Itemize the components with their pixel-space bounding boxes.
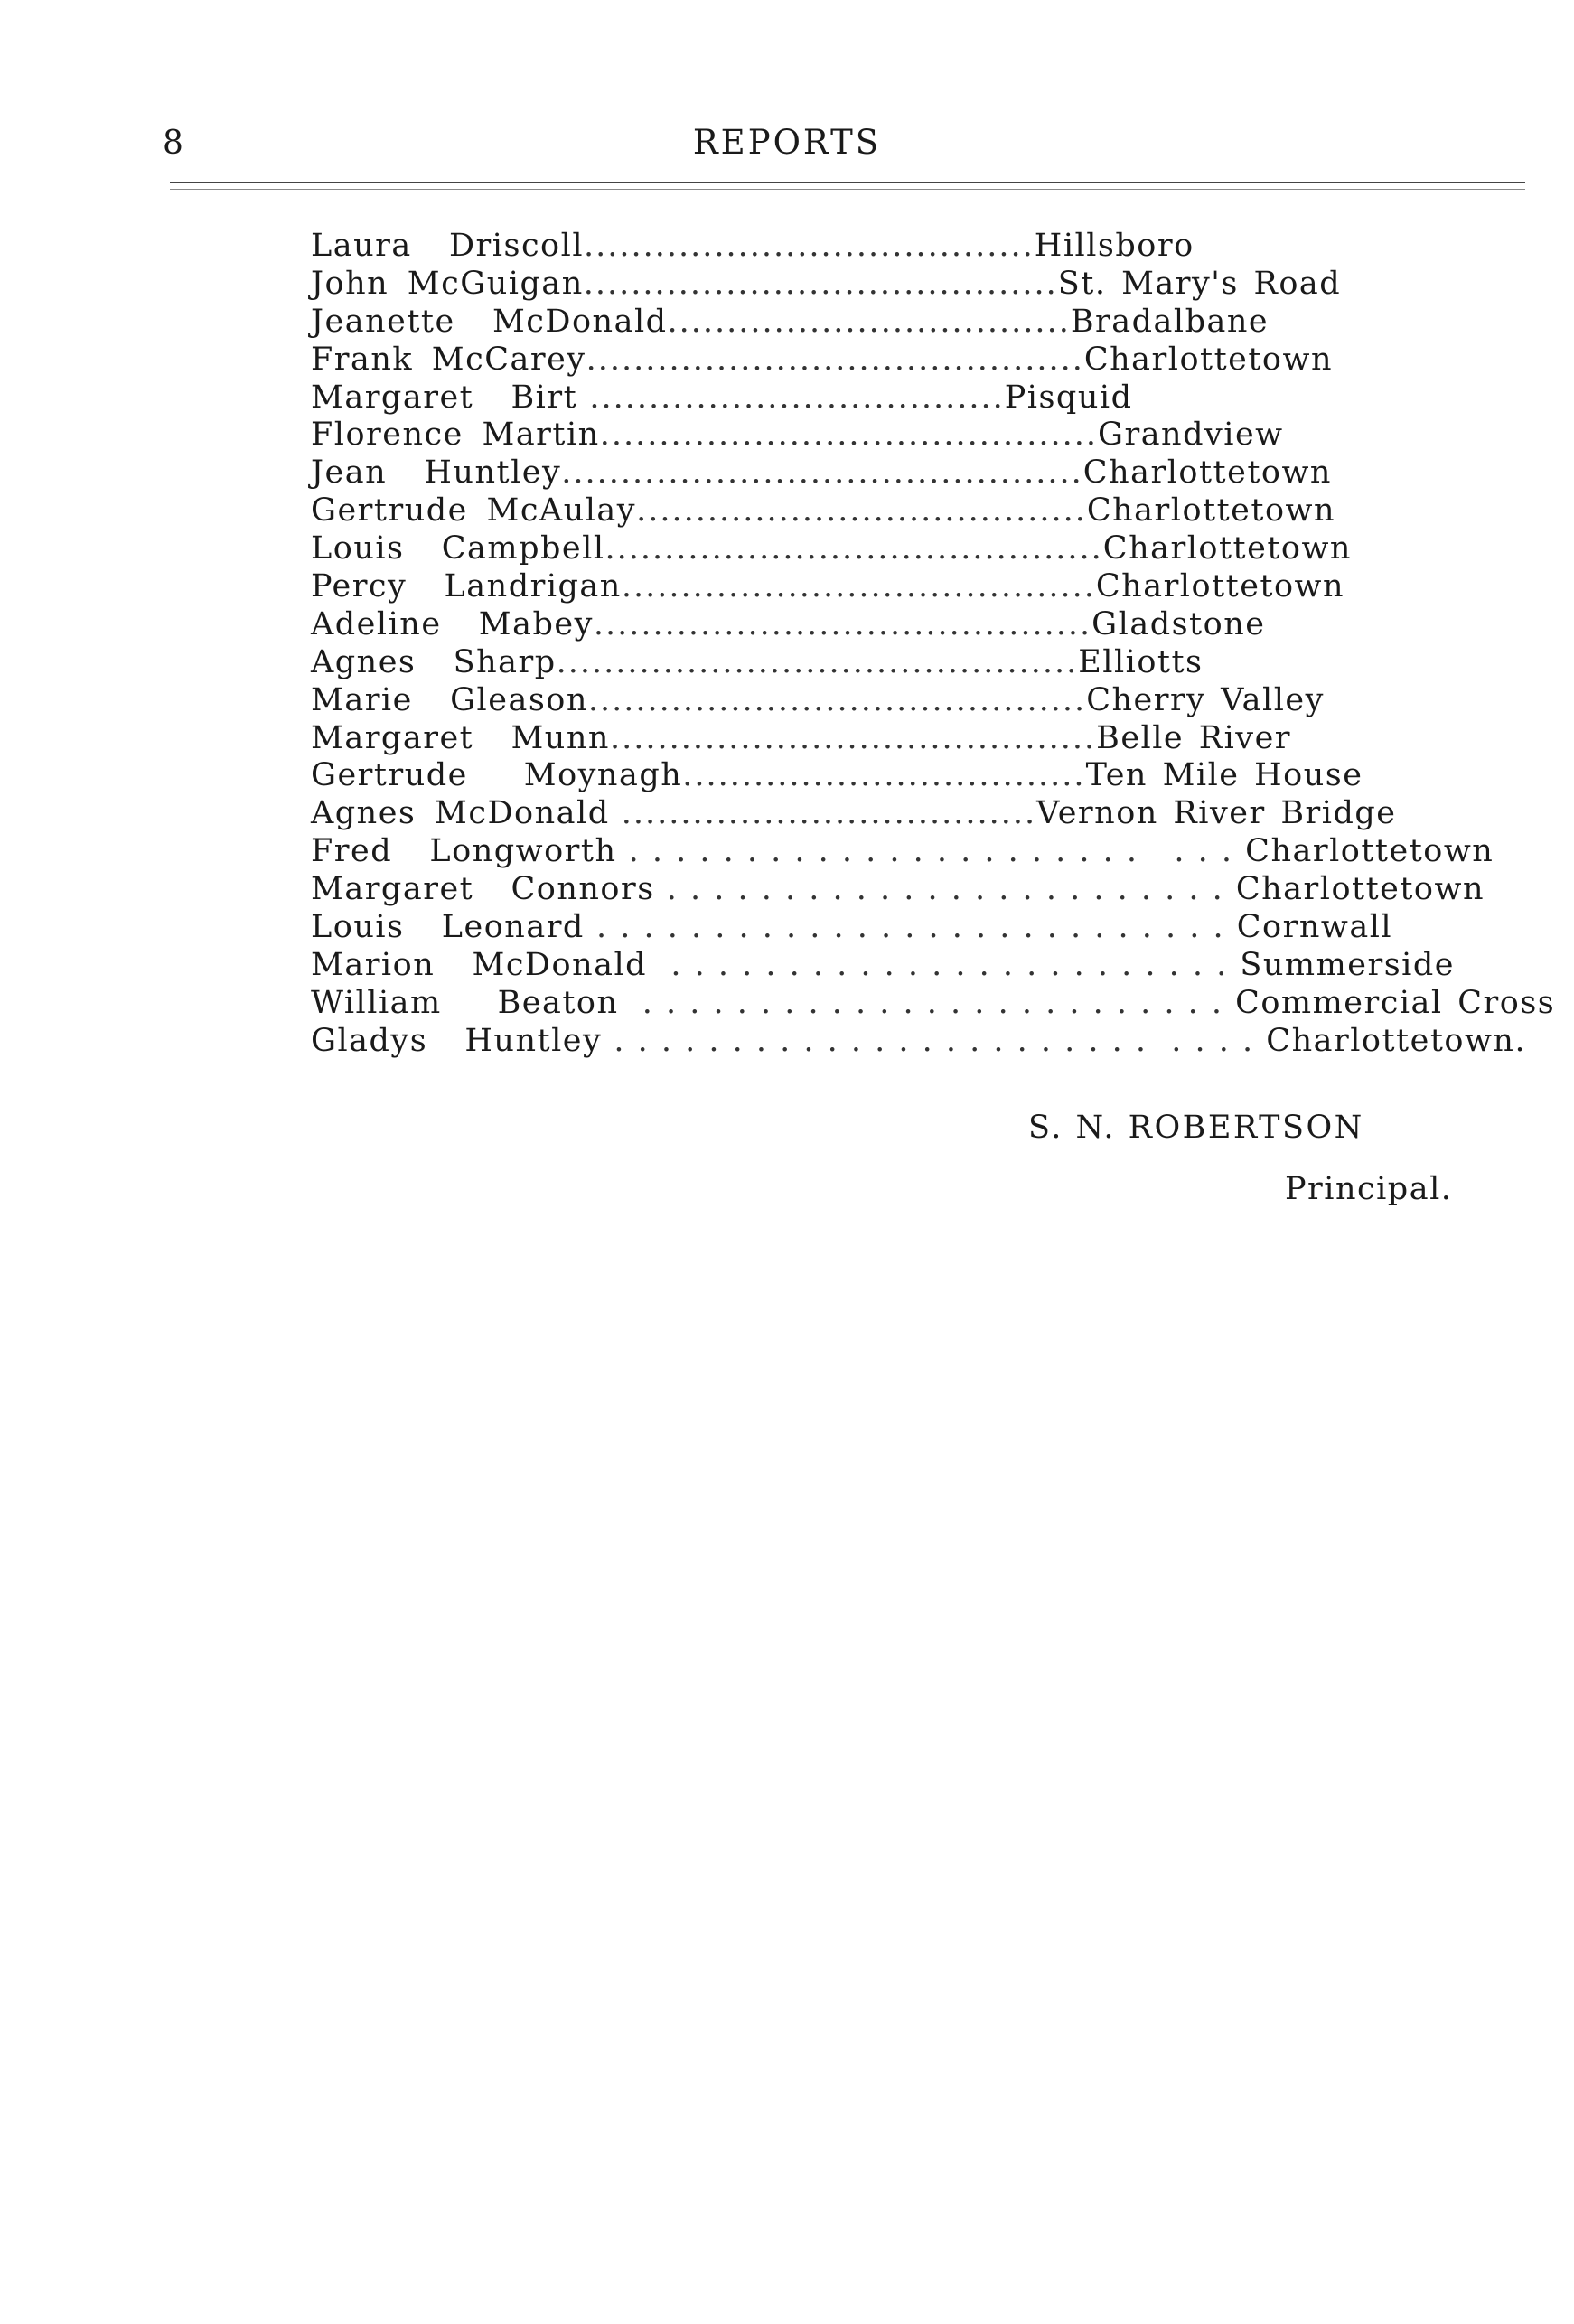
roster-row — [311, 795, 1440, 833]
student-name: Agnes Sharp — [311, 643, 557, 680]
roster-row — [311, 871, 1485, 909]
student-hometown: Ten Mile House — [1085, 757, 1363, 794]
dot-leader: .......................................... — [593, 605, 1092, 642]
header-rule-thin — [170, 189, 1525, 190]
dot-leader: ........................................ — [621, 568, 1096, 605]
student-hometown: Hillsboro — [1034, 228, 1195, 264]
student-hometown: Gladstone — [1091, 605, 1266, 642]
student-hometown: Charlottetown — [1083, 341, 1334, 378]
student-hometown: Charlottetown. — [1266, 1022, 1527, 1059]
dot-leader: .................................. — [682, 757, 1086, 794]
roster-row — [311, 682, 1440, 720]
roster-row — [311, 1022, 1527, 1061]
student-hometown: Commercial Cross — [1235, 984, 1556, 1021]
roster-row — [311, 833, 1494, 871]
student-name: Marion McDonald — [311, 946, 648, 983]
roster-row — [311, 946, 1455, 985]
student-hometown: Charlottetown — [1102, 530, 1352, 567]
student-name: Gertrude Moynagh — [311, 757, 683, 794]
student-name: Louis Campbell — [311, 530, 605, 567]
student-hometown: Cherry Valley — [1086, 681, 1325, 718]
roster-row — [311, 757, 1440, 795]
dot-leader: ................................... — [577, 379, 1005, 416]
dot-leader: . . . . . . . . . . . . . . . . . . . . . . . . . . . — [584, 909, 1237, 946]
student-name: Fred Longworth — [311, 833, 617, 870]
roster-row — [311, 304, 1440, 342]
page-number: 8 — [163, 125, 184, 162]
student-name: Percy Landrigan — [311, 568, 622, 605]
dot-leader: . . . . . . . . . . . . . . . . . . . . . . . . . . . — [602, 1022, 1267, 1059]
student-hometown: St. Mary's Road — [1057, 265, 1342, 302]
roster-row — [311, 380, 1440, 417]
student-hometown: Summerside — [1240, 946, 1455, 983]
roster-row — [311, 644, 1440, 682]
signatory-title: Principal. — [1285, 1171, 1453, 1207]
signatory-name: S. N. ROBERTSON — [1028, 1110, 1364, 1146]
student-hometown: Elliotts — [1078, 643, 1204, 680]
student-name: Laura Driscoll — [311, 228, 585, 264]
dot-leader: ............................................ — [556, 643, 1079, 680]
student-name: Adeline Mabey — [311, 605, 594, 642]
roster-row — [311, 266, 1440, 304]
student-name: Gertrude McAulay — [311, 492, 637, 529]
student-hometown: Vernon River Bridge — [1036, 795, 1397, 832]
roster-row — [311, 720, 1440, 758]
roster-row — [311, 530, 1440, 568]
roster-row — [311, 417, 1440, 454]
dot-leader: ................................... — [609, 795, 1037, 832]
dot-leader: ........................................ — [583, 265, 1058, 302]
dot-leader: .......................................... — [586, 341, 1084, 378]
roster-row — [311, 568, 1440, 606]
running-title: REPORTS — [692, 123, 882, 162]
dot-leader: .......................................... — [604, 530, 1103, 567]
dot-leader: . . . . . . . . . . . . . . . . . . . . . . . . . — [618, 984, 1236, 1021]
student-name: Margaret Birt — [311, 379, 578, 416]
roster-row — [311, 342, 1440, 380]
student-hometown: Belle River — [1096, 719, 1292, 756]
student-name: Marie Gleason — [311, 681, 588, 718]
student-hometown: Bradalbane — [1070, 303, 1270, 340]
dot-leader: . . . . . . . . . . . . . . . . . . . . . . . . — [654, 871, 1236, 908]
dot-leader: ...................................... — [636, 492, 1087, 529]
student-name: Gladys Huntley — [311, 1022, 603, 1059]
student-name: Agnes McDonald — [311, 795, 610, 832]
header-rule — [170, 182, 1525, 183]
student-name: Margaret Munn — [311, 719, 610, 756]
student-roster — [311, 228, 1556, 1061]
student-hometown: Charlottetown — [1095, 568, 1345, 605]
student-name: John McGuigan — [311, 265, 584, 302]
student-hometown: Charlottetown — [1235, 871, 1485, 908]
student-hometown: Charlottetown — [1245, 833, 1494, 870]
student-name: Frank McCarey — [311, 341, 586, 378]
dot-leader: .................................. — [667, 303, 1071, 340]
dot-leader: .......................................... — [599, 417, 1098, 454]
student-name: Louis Leonard — [311, 909, 585, 946]
student-name: Jeanette McDonald — [311, 303, 668, 340]
student-hometown: Charlottetown — [1086, 492, 1336, 529]
roster-row — [311, 984, 1556, 1023]
roster-row — [311, 606, 1440, 644]
student-hometown: Charlottetown — [1082, 454, 1332, 492]
roster-row — [311, 228, 1440, 266]
dot-leader: ......................................... — [609, 719, 1097, 756]
student-name: Jean Huntley — [311, 454, 562, 492]
dot-leader: ...................................... — [584, 228, 1035, 264]
dot-leader: . . . . . . . . . . . . . . . . . . . . . . . . . — [616, 833, 1246, 870]
dot-leader: . . . . . . . . . . . . . . . . . . . . . . . . — [647, 946, 1241, 983]
student-name: Margaret Connors — [311, 871, 655, 908]
roster-row — [311, 909, 1440, 947]
student-hometown: Cornwall — [1236, 909, 1393, 946]
dot-leader: ............................................ — [561, 454, 1083, 492]
student-name: Florence Martin — [311, 417, 600, 454]
student-hometown: Pisquid — [1004, 379, 1133, 416]
roster-row — [311, 492, 1440, 530]
roster-row — [311, 454, 1440, 492]
student-hometown: Grandview — [1098, 417, 1284, 454]
dot-leader: .......................................... — [587, 681, 1087, 718]
student-name: William Beaton — [311, 984, 619, 1021]
